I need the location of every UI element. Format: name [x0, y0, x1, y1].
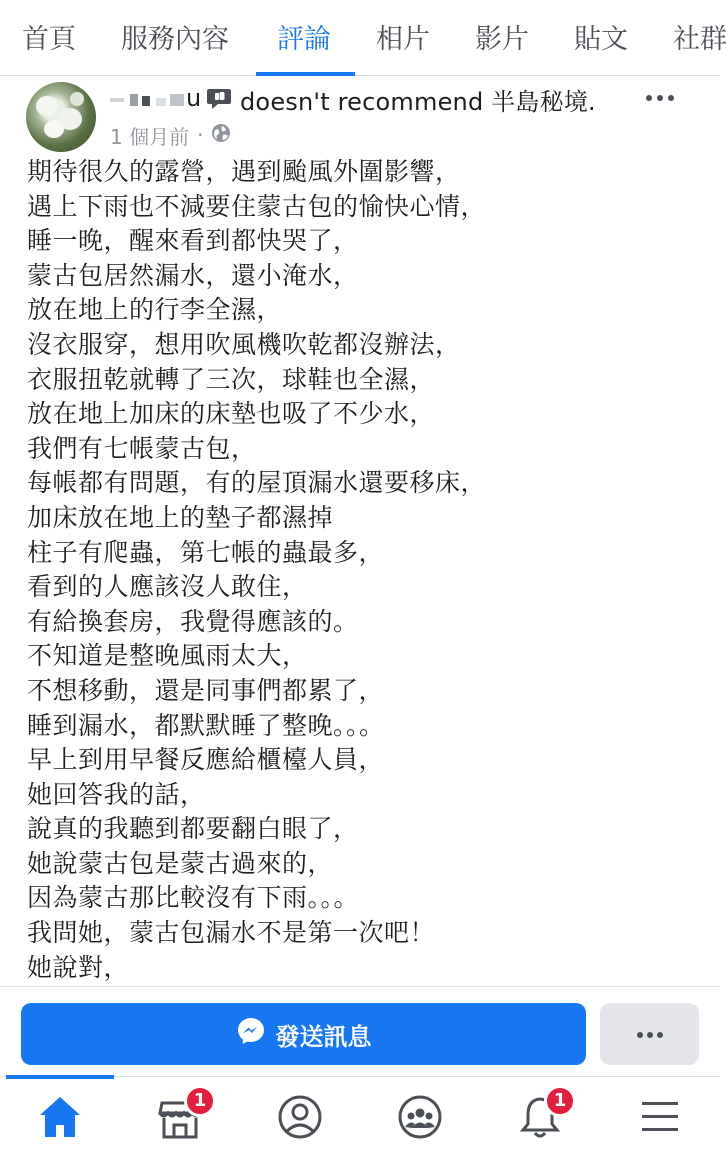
review-line: 她回答我的話，: [27, 779, 206, 809]
review-line: 每帳都有問題，有的屋頂漏水還要移床，: [27, 468, 487, 498]
marketplace-badge: 1: [184, 1085, 216, 1117]
tab-reviews[interactable]: 評論: [277, 24, 331, 55]
review-line: 因為蒙古那比較沒有下雨。。。: [27, 883, 360, 913]
post-meta: [110, 121, 231, 149]
nav-groups[interactable]: [390, 1091, 450, 1143]
messenger-icon: [236, 1016, 266, 1052]
review-line: 看到的人應該沒人敢住，: [27, 572, 308, 602]
action-bar: [0, 986, 720, 1076]
review-line: 睡到漏水，都默默睡了整晚。。。: [27, 710, 385, 740]
meta-separator: ·: [197, 123, 204, 147]
review-line: 衣服扭乾就轉了三次，球鞋也全濕，: [27, 364, 436, 394]
page-tabs: [0, 0, 727, 76]
review-text: [27, 155, 707, 985]
review-line: 放在地上的行李全濕，: [27, 295, 283, 325]
nav-marketplace[interactable]: [150, 1091, 210, 1143]
menu-icon: [630, 1091, 690, 1143]
review-line: 遇上下雨也不減要住蒙古包的愉快心情，: [27, 191, 487, 221]
tab-services[interactable]: 服務內容: [121, 24, 229, 55]
review-action-text: doesn't recommend 半島秘境.: [240, 87, 596, 116]
post-header: [108, 84, 596, 114]
review-line: 她說對，: [27, 952, 130, 982]
review-line: 蒙古包居然漏水，還小淹水，: [27, 260, 359, 290]
nav-home[interactable]: [30, 1091, 90, 1143]
nav-notifications[interactable]: [510, 1091, 570, 1143]
nav-menu[interactable]: [630, 1091, 690, 1143]
not-recommend-icon: [206, 87, 232, 111]
post-timestamp[interactable]: 1 個月前: [110, 124, 190, 149]
post-options-icon[interactable]: [644, 84, 676, 112]
author-name[interactable]: u: [108, 86, 200, 112]
notifications-badge: 1: [544, 1085, 576, 1117]
review-line: 放在地上加床的床墊也吸了不少水，: [27, 399, 436, 429]
home-icon: [30, 1091, 90, 1143]
review-line: 加床放在地上的墊子都濕掉: [27, 502, 334, 532]
nav-profile[interactable]: [270, 1091, 330, 1143]
profile-icon: [270, 1091, 330, 1143]
tab-community[interactable]: 社群: [673, 24, 727, 55]
active-nav-indicator: [6, 1075, 114, 1079]
tab-videos[interactable]: 影片: [475, 24, 529, 55]
globe-icon: [211, 123, 231, 148]
review-line: 我們有七帳蒙古包，: [27, 433, 257, 463]
send-message-label: 發送訊息: [275, 1022, 372, 1051]
review-line: 她說蒙古包是蒙古過來的，: [27, 848, 334, 878]
review-line: 沒衣服穿，想用吹風機吹乾都沒辦法，: [27, 329, 461, 359]
review-line: 不知道是整晚風雨太大，: [27, 641, 308, 671]
groups-icon: [390, 1091, 450, 1143]
more-actions-button[interactable]: [600, 1003, 699, 1065]
review-line: 早上到用早餐反應給櫃檯人員，: [27, 745, 385, 775]
review-line: 睡一晚，醒來看到都快哭了，: [27, 226, 359, 256]
review-line: 說真的我聽到都要翻白眼了，: [27, 814, 359, 844]
review-line: 有給換套房，我覺得應該的。: [27, 606, 359, 636]
active-tab-indicator: [256, 72, 355, 76]
review-line: 期待很久的露營，遇到颱風外圍影響，: [27, 157, 461, 186]
tab-photos[interactable]: 相片: [376, 24, 430, 55]
tab-home[interactable]: 首頁: [22, 24, 76, 55]
tab-posts[interactable]: 貼文: [574, 24, 628, 55]
bottom-nav: [0, 1076, 720, 1155]
review-line: 我問她，蒙古包漏水不是第一次吧！: [27, 918, 436, 948]
more-dots-icon: [635, 1025, 665, 1044]
review-line: 不想移動，還是同事們都累了，: [27, 675, 385, 705]
review-line: 柱子有爬蟲，第七帳的蟲最多，: [27, 537, 385, 567]
send-message-button[interactable]: [21, 1003, 586, 1065]
avatar[interactable]: [26, 82, 96, 152]
